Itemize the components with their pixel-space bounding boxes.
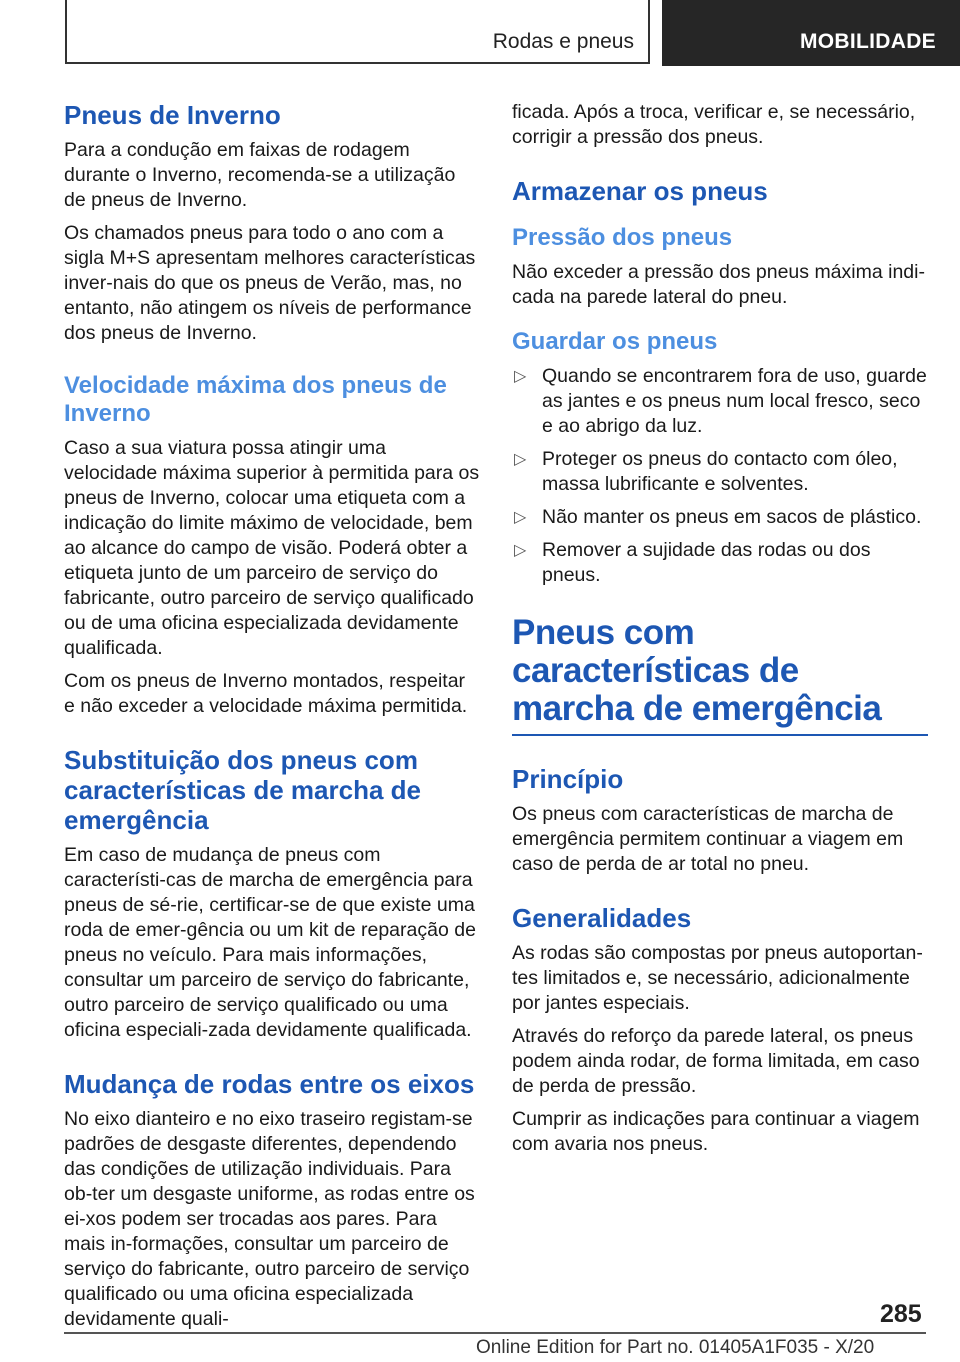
paragraph: Para a condução em faixas de rodagem durante o Inverno, recomenda-se a utilização de pneus de Inverno. xyxy=(64,139,456,211)
page-header xyxy=(0,0,960,66)
chapter-title: MOBILIDADE xyxy=(800,30,936,53)
paragraph: Caso a sua viatura possa atingir uma velocidade máxima superior à permitida para os pneus de Inverno, colocar uma etiqueta com a indicação do limite máximo de velocidade, bem ao alcance do campo de visão. Poderá obter a etiqueta junto de um parceiro de serviço do fabricante, outro parceiro de serviço qualificado ou de uma oficina especializada devidamente qualificada. xyxy=(64,437,480,659)
heading-replace-runflat: Substituição dos pneus com características de marcha de emergência xyxy=(64,745,421,835)
heading-keep-tires: Guardar os pneus xyxy=(512,328,718,355)
section-title: Rodas e pneus xyxy=(492,30,634,53)
heading-store-tires: Armazenar os pneus xyxy=(512,176,768,206)
section-header-box xyxy=(65,0,650,64)
page-number: 285 xyxy=(880,1300,922,1328)
paragraph: Em caso de mudança de pneus com característi-cas de marcha de emergência para pneus de sé-rie, certificar-se de que existe uma roda de emer-gência ou um kit de reparação de pneus no veículo. Para mais informações, consultar um parceiro de serviço do fabricante, outro parceiro de serviço qualificado ou uma oficina especiali-zada devidamente qualificada. xyxy=(64,844,476,1041)
triangle-bullet-icon: ▷ xyxy=(514,368,527,385)
triangle-bullet-icon: ▷ xyxy=(514,542,527,559)
list-item: ▷ Proteger os pneus do contacto com óleo, massa lubrificante e solventes. xyxy=(514,448,898,495)
heading-tire-pressure: Pressão dos pneus xyxy=(512,224,733,251)
triangle-bullet-icon: ▷ xyxy=(514,509,527,526)
chapter-heading-block xyxy=(512,614,928,736)
triangle-bullet-icon: ▷ xyxy=(514,451,527,468)
paragraph: Os pneus com características de marcha de emergência permitem continuar a viagem em caso de perda de ar total no pneu. xyxy=(512,803,904,875)
list-item: ▷ Remover a sujidade das rodas ou dos pneus. xyxy=(514,539,871,586)
list-item: ▷ Quando se encontrarem fora de uso, guarde as jantes e os pneus num local fresco, seco e ao abrigo da luz. xyxy=(514,365,927,437)
storage-bullet-list xyxy=(512,364,928,588)
paragraph: As rodas são compostas por pneus autoportan-tes limitados e, se necessário, adicionalmente por jantes especiais. xyxy=(512,942,923,1014)
paragraph-continued: ficada. Após a troca, verificar e, se necessário, corrigir a pressão dos pneus. xyxy=(512,101,916,148)
paragraph: Com os pneus de Inverno montados, respeitar e não exceder a velocidade máxima permitida. xyxy=(64,670,468,717)
right-column xyxy=(512,100,928,1165)
heading-winter-tires: Pneus de Inverno xyxy=(64,100,281,130)
paragraph: Não exceder a pressão dos pneus máxima indi-cada na parede lateral do pneu. xyxy=(512,261,925,308)
paragraph: Através do reforço da parede lateral, os pneus podem ainda rodar, de forma limitada, em caso de perda de pressão. xyxy=(512,1025,920,1097)
paragraph: Os chamados pneus para todo o ano com a sigla M+S apresentam melhores características inver-nais do que os pneus de Verão, mas, no entanto, não atingem os níveis de performance dos pneus de Inverno. xyxy=(64,222,476,344)
chapter-tab xyxy=(662,0,960,66)
paragraph: Cumprir as indicações para continuar a viagem com avaria nos pneus. xyxy=(512,1108,920,1155)
heading-max-speed: Velocidade máxima dos pneus de Inverno xyxy=(64,372,447,427)
paragraph: No eixo dianteiro e no eixo traseiro registam-se padrões de desgaste diferentes, dependendo das condições de utilização individuais. Para ob-ter um desgaste uniforme, as rodas entre os ei-xos podem ser trocadas aos pares. Para mais in-formações, consultar um parceiro de serviço do fabricante, outro parceiro de serviço qualificado ou uma oficina especializada devidamente quali- xyxy=(64,1108,475,1330)
heading-runflat-tires: Pneus com características de marcha de emergência xyxy=(512,613,882,728)
footer-edition-text: Online Edition for Part no. 01405A1F035 - X/20 xyxy=(476,1337,875,1358)
heading-wheel-swap: Mudança de rodas entre os eixos xyxy=(64,1069,475,1099)
list-item: ▷ Não manter os pneus em sacos de plástico. xyxy=(514,506,922,528)
left-column xyxy=(64,100,480,1340)
heading-general: Generalidades xyxy=(512,903,692,933)
heading-principle: Princípio xyxy=(512,764,624,794)
footer-divider xyxy=(64,1332,926,1334)
